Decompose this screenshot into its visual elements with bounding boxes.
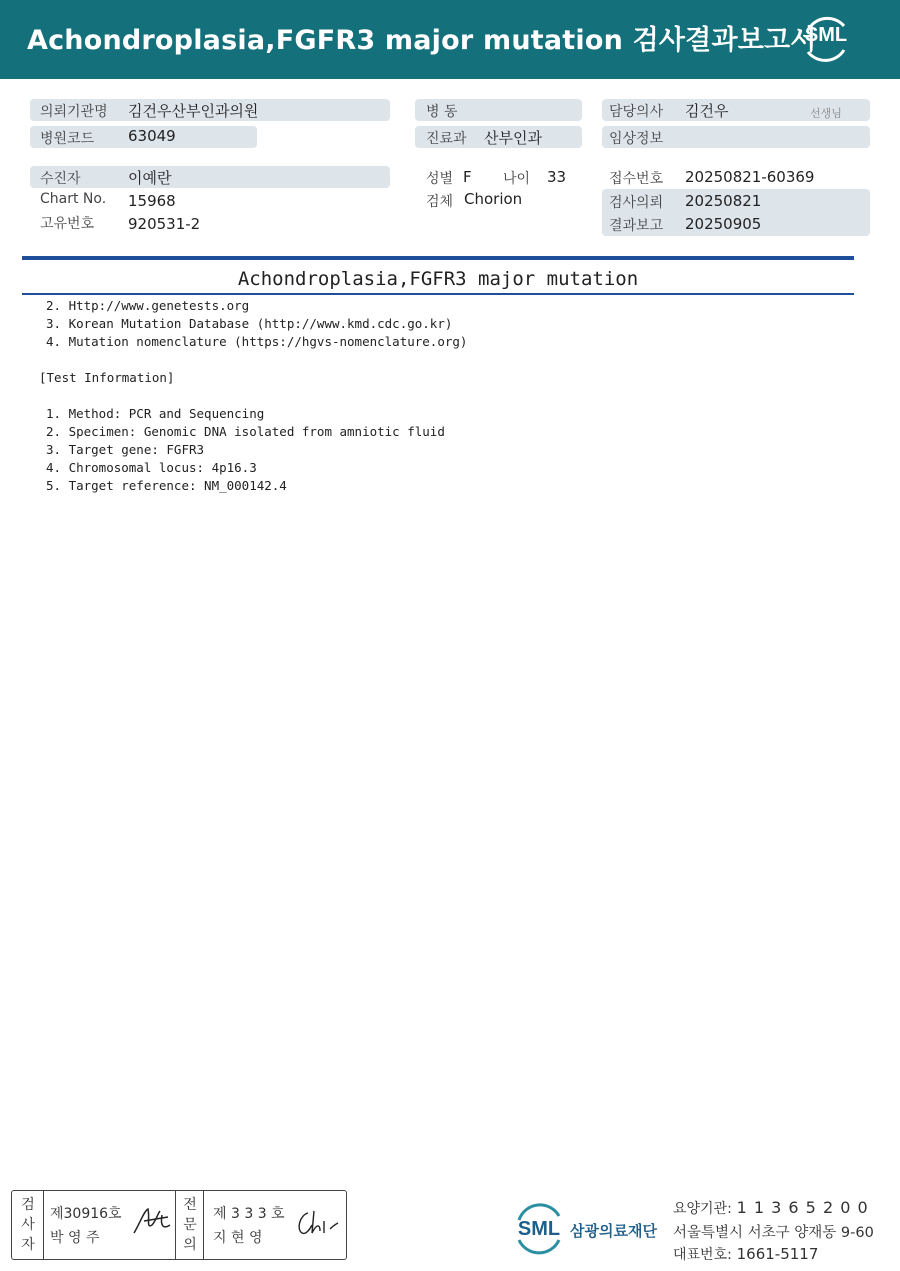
footer-org-name: 삼광의료재단 <box>570 1222 657 1240</box>
report-value: 20250905 <box>685 215 762 233</box>
age-label: 나이 <box>503 171 531 187</box>
report-title: Achondroplasia,FGFR3 major mutation 검사결과보고서 <box>27 25 817 56</box>
signature-box <box>11 1190 347 1260</box>
chart-value: 15968 <box>128 192 176 210</box>
test-info-item: 3. Target gene: FGFR3 <box>46 442 205 457</box>
inspector-signature <box>130 1205 172 1239</box>
ward-label: 병 동 <box>426 104 458 120</box>
specialist-label: 전문의 <box>183 1197 197 1253</box>
logo-text: SML <box>804 24 848 46</box>
reference-item: 2. Http://www.genetests.org <box>46 298 250 313</box>
request-label: 검사의뢰 <box>609 195 664 211</box>
test-info-item: 1. Method: PCR and Sequencing <box>46 406 265 421</box>
specialist-number: 제 3 3 3 호 <box>213 1206 285 1222</box>
receipt-value: 20250821-60369 <box>685 168 815 186</box>
footer-address: 서울특별시 서초구 양재동 9-60 <box>673 1225 874 1241</box>
phone-label: 대표번호: <box>673 1247 732 1263</box>
unique-value: 920531-2 <box>128 215 201 233</box>
footer-logo-text: SML <box>517 1218 561 1240</box>
inspector-label: 검사자 <box>21 1197 35 1253</box>
patient-field <box>30 166 390 188</box>
specimen-label: 검체 <box>426 194 454 210</box>
test-info-heading: [Test Information] <box>39 370 175 385</box>
hospital-code-value: 63049 <box>128 127 176 145</box>
patient-value: 이예란 <box>128 169 172 187</box>
hospital-code-label: 병원코드 <box>40 131 95 147</box>
signature-divider <box>203 1191 204 1259</box>
chart-label: Chart No. <box>40 191 107 207</box>
request-value: 20250821 <box>685 192 762 210</box>
report-header <box>0 0 900 79</box>
sex-value: F <box>463 168 472 186</box>
specialist-name: 지 현 영 <box>213 1230 263 1246</box>
sml-logo <box>798 12 854 66</box>
care-label: 요양기관: <box>673 1201 732 1217</box>
section-title: Achondroplasia,FGFR3 major mutation <box>237 268 639 290</box>
unique-label: 고유번호 <box>40 216 95 232</box>
reference-item: 4. Mutation nomenclature (https://hgvs-nomenclature.org) <box>46 334 468 349</box>
test-info-item: 2. Specimen: Genomic DNA isolated from amniotic fluid <box>46 424 445 439</box>
section-rule-top <box>22 256 854 260</box>
footer-care-line <box>673 1198 869 1218</box>
report-label: 결과보고 <box>609 218 664 234</box>
reference-item: 3. Korean Mutation Database (http://www.kmd.cdc.go.kr) <box>46 316 453 331</box>
institution-label: 의뢰기관명 <box>40 104 108 120</box>
doctor-value: 김건우 <box>685 102 729 120</box>
footer-phone-line <box>673 1244 818 1264</box>
receipt-label: 접수번호 <box>609 171 664 187</box>
inspector-name: 박 영 주 <box>50 1230 100 1246</box>
inspector-number: 제30916호 <box>50 1206 122 1222</box>
specimen-value: Chorion <box>464 190 523 208</box>
doctor-label: 담당의사 <box>609 104 664 120</box>
signature-divider <box>43 1191 44 1259</box>
test-info-item: 5. Target reference: NM_000142.4 <box>46 478 287 493</box>
doctor-suffix: 선생님 <box>810 107 842 120</box>
specialist-signature <box>294 1207 340 1239</box>
dept-value: 산부인과 <box>484 129 542 147</box>
clinical-label: 임상정보 <box>609 131 664 147</box>
patient-label: 수진자 <box>40 171 81 187</box>
institution-value: 김건우산부인과의원 <box>128 102 259 120</box>
sex-label: 성별 <box>426 171 454 187</box>
dept-label: 진료과 <box>426 131 467 147</box>
section-rule-bottom <box>22 293 854 295</box>
care-value: 1 1 3 6 5 2 0 0 <box>736 1198 869 1217</box>
test-info-item: 4. Chromosomal locus: 4p16.3 <box>46 460 257 475</box>
phone-value: 1661-5117 <box>736 1245 819 1263</box>
footer-logo <box>511 1200 567 1256</box>
age-value: 33 <box>547 168 567 186</box>
